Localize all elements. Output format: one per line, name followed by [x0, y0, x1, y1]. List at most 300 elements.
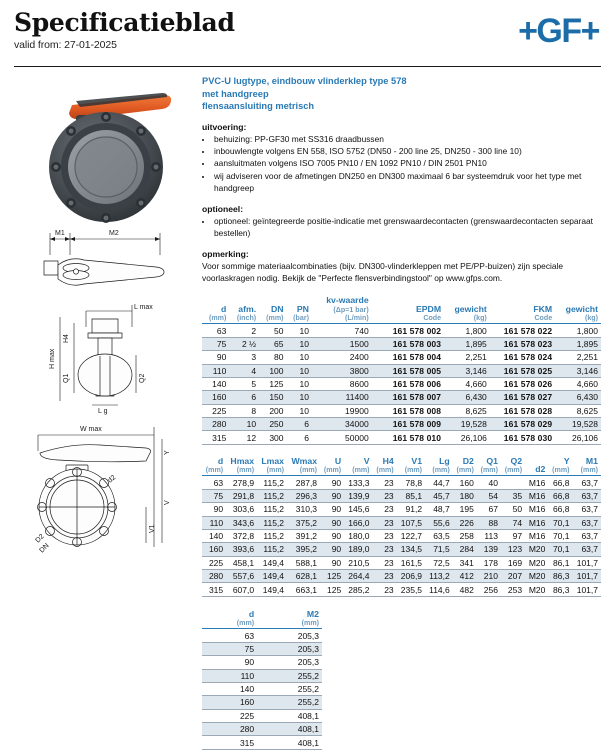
cell-d2: M20 [525, 556, 548, 569]
table-row [202, 431, 601, 444]
table-header-row [202, 295, 601, 323]
column-header-d: d (mm) [202, 609, 257, 629]
cell-q2: 97 [501, 529, 525, 542]
column-unit: (mm) [480, 466, 498, 475]
cell-m1: 101,7 [573, 583, 602, 596]
cell-fkm: 161 578 022 [490, 324, 555, 337]
cell-h4: 23 [373, 489, 397, 502]
cell-y: 70,1 [548, 543, 572, 556]
cell-dn: 125 [259, 377, 286, 390]
cell-gewicht: 4,660 [444, 377, 490, 390]
cell-fkm: 161 578 027 [490, 391, 555, 404]
cell-u: 90 [320, 556, 344, 569]
column-header-lg: Lg (mm) [425, 456, 453, 476]
column-header-v: V (mm) [344, 456, 372, 476]
cell-v1: 134,5 [397, 543, 425, 556]
cell-m1: 101,7 [573, 570, 602, 583]
cell-epdm: 161 578 009 [379, 418, 444, 431]
cell-v: 210,5 [344, 556, 372, 569]
column-header-m1: M1 (mm) [573, 456, 602, 476]
cell-h4: 23 [373, 516, 397, 529]
table-row [202, 364, 601, 377]
cell-hmax: 393,6 [226, 543, 257, 556]
cell-wmax: 375,2 [287, 516, 320, 529]
dim-label-m2: M2 [109, 230, 119, 237]
cell-epdm: 161 578 010 [379, 431, 444, 444]
cell-d: 63 [202, 629, 257, 642]
cell-gewicht: 26,106 [555, 431, 601, 444]
cell-afm-: 4 [229, 364, 259, 377]
cell-gewicht: 19,528 [555, 418, 601, 431]
column-header-hmax: Hmax (mm) [226, 456, 257, 476]
cell-q1: 67 [477, 503, 501, 516]
cell-m1: 63,7 [573, 489, 602, 502]
illustrations-column [14, 75, 196, 750]
cell-wmax: 310,3 [287, 503, 320, 516]
cell-lg: 48,7 [425, 503, 453, 516]
cell-dn: 100 [259, 364, 286, 377]
cell-m2: 205,3 [257, 629, 322, 642]
cell-wmax: 663,1 [287, 583, 320, 596]
cell-y: 70,1 [548, 529, 572, 542]
optioneel-heading: optioneel: [202, 203, 244, 214]
cell-m2: 205,3 [257, 642, 322, 655]
cell-afm-: 8 [229, 404, 259, 417]
cell-m1: 63,7 [573, 529, 602, 542]
cell-u: 90 [320, 489, 344, 502]
cell-hmax: 291,8 [226, 489, 257, 502]
cell-wmax: 588,1 [287, 556, 320, 569]
table-header-row [202, 609, 322, 629]
cell-wmax: 287,8 [287, 476, 320, 489]
cell-h4: 23 [373, 503, 397, 516]
cell-gewicht: 8,625 [444, 404, 490, 417]
table-row [202, 723, 322, 736]
column-header-m2: M2 (mm) [257, 609, 322, 629]
list-item: • aansluitmaten volgens ISO 7005 PN10 / EN 1092 PN10 / DIN 2501 PN10 [213, 158, 601, 170]
cell-d: 110 [202, 364, 229, 377]
cell-d: 225 [202, 556, 226, 569]
cell-h4: 23 [373, 543, 397, 556]
cell-gewicht: 8,625 [555, 404, 601, 417]
column-unit: (mm) [404, 466, 423, 475]
cell-y: 70,1 [548, 516, 572, 529]
cell-d: 90 [202, 656, 257, 669]
table-header-row [202, 456, 601, 476]
column-unit: (mm) [266, 314, 284, 323]
cell-q2: 74 [501, 516, 525, 529]
cell-wmax: 391,2 [287, 529, 320, 542]
cell-dn: 80 [259, 351, 286, 364]
cell-lmax: 149,4 [257, 583, 287, 596]
cell-d: 90 [202, 503, 226, 516]
column-header-d: d (mm) [202, 456, 226, 476]
column-unit: (mm) [552, 466, 570, 475]
cell-y: 66,8 [548, 503, 572, 516]
cell-gewicht: 6,430 [555, 391, 601, 404]
cell-hmax: 303,6 [226, 503, 257, 516]
table-row [202, 503, 601, 516]
opmerking-heading: opmerking: [202, 248, 249, 259]
cell-fkm: 161 578 025 [490, 364, 555, 377]
cell-wmax: 395,2 [287, 543, 320, 556]
table-row [202, 570, 601, 583]
table-body [202, 476, 601, 596]
cell-d: 110 [202, 516, 226, 529]
cell-gewicht: 2,251 [555, 351, 601, 364]
cell-fkm: 161 578 023 [490, 337, 555, 350]
cell-hmax: 607,0 [226, 583, 257, 596]
column-header-v1: V1 (mm) [397, 456, 425, 476]
cell-y: 66,8 [548, 476, 572, 489]
column-unit-secondary: (L/min) [345, 314, 369, 323]
table-row [202, 736, 322, 749]
cell-gewicht: 1,895 [444, 337, 490, 350]
cell-m2: 408,1 [257, 709, 322, 722]
cell-v1: 122,7 [397, 529, 425, 542]
cell-d2: M20 [525, 583, 548, 596]
dim-label-q2: Q2 [139, 373, 146, 383]
cell-gewicht: 1,800 [444, 324, 490, 337]
table-row [202, 391, 601, 404]
dim-label-m1: M1 [55, 230, 65, 237]
dim-label-h4: H4 [63, 334, 70, 343]
cell-dn: 150 [259, 391, 286, 404]
product-title [202, 75, 601, 113]
cell-v: 264,4 [344, 570, 372, 583]
cell-d: 315 [202, 736, 257, 749]
cell-d2: M16 [525, 529, 548, 542]
table-row [202, 696, 322, 709]
column-header-lmax: Lmax (mm) [257, 456, 287, 476]
cell-u: 90 [320, 503, 344, 516]
cell-v: 166,0 [344, 516, 372, 529]
uitvoering-heading: uitvoering: [202, 121, 247, 132]
cell-d2: M16 [525, 489, 548, 502]
cell-d: 160 [202, 391, 229, 404]
cell-d2: M20 [525, 543, 548, 556]
cell-d: 225 [202, 404, 229, 417]
cell-fkm: 161 578 030 [490, 431, 555, 444]
dim-label-y: Y [164, 450, 171, 455]
cell-gewicht: 26,106 [444, 431, 490, 444]
column-header-gewicht: gewicht (kg) [444, 295, 490, 323]
cell-afm-: 2 ½ [229, 337, 259, 350]
column-unit: (mm) [301, 619, 319, 628]
cell-q1: 210 [477, 570, 501, 583]
cell-v1: 235,5 [397, 583, 425, 596]
cell-d2: M16 [525, 516, 548, 529]
cell-q2: 123 [501, 543, 525, 556]
cell-afm-: 2 [229, 324, 259, 337]
cell-v: 285,2 [344, 583, 372, 596]
cell-epdm: 161 578 005 [379, 364, 444, 377]
cell-d: 110 [202, 669, 257, 682]
cell-m1: 101,7 [573, 556, 602, 569]
table-row [202, 418, 601, 431]
cell-dn: 250 [259, 418, 286, 431]
column-header-y: Y (mm) [548, 456, 572, 476]
cell-q1: 139 [477, 543, 501, 556]
uitvoering-list [202, 134, 601, 195]
cell-d: 225 [202, 709, 257, 722]
column-unit: (kg) [473, 314, 487, 323]
cell-d2: M16 [525, 503, 548, 516]
cell-u: 90 [320, 516, 344, 529]
column-unit: (inch) [236, 314, 257, 323]
column-unit: (kg) [584, 314, 598, 323]
dim-label-wmax: W max [80, 426, 102, 433]
dim-label-hmax: H max [49, 348, 56, 369]
table-row [202, 529, 601, 542]
cell-d: 160 [202, 543, 226, 556]
cell-y: 86,1 [548, 556, 572, 569]
column-unit: (mm) [323, 466, 342, 475]
cell-kv-waarde: 2400 [312, 351, 379, 364]
cell-d2: 160 [453, 476, 477, 489]
cell-hmax: 278,9 [226, 476, 257, 489]
table-row [202, 351, 601, 364]
cell-epdm: 161 578 007 [379, 391, 444, 404]
dim-label-lmax: L max [134, 304, 153, 311]
column-header-u: U (mm) [320, 456, 344, 476]
column-unit: (mm) [432, 466, 450, 475]
cell-fkm: 161 578 026 [490, 377, 555, 390]
cell-pn: 10 [287, 404, 312, 417]
cell-fkm: 161 578 024 [490, 351, 555, 364]
cell-q2: 50 [501, 503, 525, 516]
dim-label-lg: L g [98, 408, 108, 415]
cell-m1: 63,7 [573, 516, 602, 529]
cell-kv-waarde: 34000 [312, 418, 379, 431]
cell-v1: 107,5 [397, 516, 425, 529]
cell-lg: 55,6 [425, 516, 453, 529]
column-unit: (mm) [236, 466, 255, 475]
column-unit: (mm) [266, 466, 285, 475]
table-row [202, 516, 601, 529]
cell-gewicht: 4,660 [555, 377, 601, 390]
cell-pn: 10 [287, 377, 312, 390]
cell-hmax: 343,6 [226, 516, 257, 529]
cell-m2: 205,3 [257, 656, 322, 669]
dim-label-v1: V1 [149, 524, 156, 533]
cell-pn: 10 [287, 337, 312, 350]
drawing-front-view [14, 417, 196, 567]
cell-d2: 226 [453, 516, 477, 529]
table-row [202, 543, 601, 556]
column-header-epdm: EPDM Code [379, 295, 444, 323]
cell-d2: 180 [453, 489, 477, 502]
dim-label-q1: Q1 [63, 373, 70, 383]
cell-lmax: 149,4 [257, 556, 287, 569]
cell-lg: 72,5 [425, 556, 453, 569]
column-header-d: d (mm) [202, 295, 229, 323]
cell-kv-waarde: 11400 [312, 391, 379, 404]
column-header-pn: PN (bar) [287, 295, 312, 323]
optioneel-list [202, 216, 601, 240]
dim-label-v: V [164, 500, 171, 505]
dim-label-dn: DN [38, 542, 51, 555]
cell-v1: 85,1 [397, 489, 425, 502]
cell-kv-waarde: 50000 [312, 431, 379, 444]
cell-dn: 200 [259, 404, 286, 417]
list-item: • optioneel: geïntegreerde positie-indicatie met grenswaardecontacten (grenswaardecontacten separaat bestellen) [213, 216, 601, 240]
cell-gewicht: 19,528 [444, 418, 490, 431]
column-unit: (mm) [580, 466, 598, 475]
cell-lmax: 115,2 [257, 529, 287, 542]
table-row [202, 324, 601, 337]
column-unit: Code [423, 314, 442, 323]
column-unit: (mm) [352, 466, 370, 475]
cell-d: 315 [202, 583, 226, 596]
cell-d: 140 [202, 682, 257, 695]
content-body [14, 75, 601, 750]
cell-lmax: 115,2 [257, 543, 287, 556]
cell-q1: 113 [477, 529, 501, 542]
column-unit: (mm) [376, 466, 394, 475]
cell-d: 75 [202, 489, 226, 502]
table-article-codes [202, 295, 601, 444]
cell-q2 [501, 476, 525, 489]
table-row [202, 656, 322, 669]
cell-m2: 255,2 [257, 696, 322, 709]
column-unit: (Δp=1 bar) [333, 305, 369, 314]
list-item: • inbouwlengte volgens EN 558, ISO 5752 (DN50 - 200 line 25, DN250 - 300 line 10) [213, 146, 601, 158]
cell-pn: 10 [287, 391, 312, 404]
cell-lmax: 115,2 [257, 476, 287, 489]
table-m2-dimensions [202, 609, 322, 750]
page-header [14, 0, 601, 62]
cell-afm-: 12 [229, 431, 259, 444]
cell-d2: M16 [525, 476, 548, 489]
cell-m1: 63,7 [573, 543, 602, 556]
column-unit: Code [534, 314, 553, 323]
cell-lg: 44,7 [425, 476, 453, 489]
gf-logo: +GF+ [518, 12, 599, 50]
cell-lg: 113,2 [425, 570, 453, 583]
table-row [202, 556, 601, 569]
cell-epdm: 161 578 004 [379, 351, 444, 364]
cell-d: 75 [202, 337, 229, 350]
cell-hmax: 557,6 [226, 570, 257, 583]
cell-d2: 412 [453, 570, 477, 583]
table-dimensions [202, 456, 601, 597]
cell-q2: 169 [501, 556, 525, 569]
table-row [202, 337, 601, 350]
dim-label-d2: d2 [106, 474, 118, 485]
cell-m2: 255,2 [257, 682, 322, 695]
opmerking-text: Voor sommige materiaalcombinaties (bijv. DN300-vlinderkleppen met PE/PP-buizen) zijn speciale voorlaskragen nodig. Bekijk de "Perfecte flensverbindingstool" op www.gfps.com. [202, 260, 564, 283]
cell-h4: 23 [373, 570, 397, 583]
cell-hmax: 372,8 [226, 529, 257, 542]
cell-q1: 40 [477, 476, 501, 489]
cell-v1: 91,2 [397, 503, 425, 516]
cell-d: 280 [202, 418, 229, 431]
cell-pn: 10 [287, 324, 312, 337]
table-row [202, 404, 601, 417]
column-header-fkm: FKM Code [490, 295, 555, 323]
dim-label-D2: D2 [34, 533, 46, 545]
column-header-wmax: Wmax (mm) [287, 456, 320, 476]
valve-photo [14, 75, 196, 225]
cell-dn: 65 [259, 337, 286, 350]
cell-h4: 23 [373, 583, 397, 596]
cell-m1: 63,7 [573, 503, 602, 516]
cell-kv-waarde: 1500 [312, 337, 379, 350]
cell-q2: 253 [501, 583, 525, 596]
valid-from-text: valid from: 27-01-2025 [14, 39, 117, 52]
cell-m2: 255,2 [257, 669, 322, 682]
cell-q1: 178 [477, 556, 501, 569]
table-row [202, 682, 322, 695]
cell-hmax: 458,1 [226, 556, 257, 569]
cell-afm-: 10 [229, 418, 259, 431]
cell-lmax: 149,4 [257, 570, 287, 583]
table-row [202, 669, 322, 682]
cell-h4: 23 [373, 476, 397, 489]
cell-afm-: 5 [229, 377, 259, 390]
cell-lg: 63,5 [425, 529, 453, 542]
cell-u: 90 [320, 476, 344, 489]
header-divider [14, 66, 601, 67]
cell-afm-: 6 [229, 391, 259, 404]
cell-d: 75 [202, 642, 257, 655]
cell-pn: 6 [287, 431, 312, 444]
table-row [202, 629, 322, 642]
column-unit: (mm) [209, 314, 227, 323]
product-title-line2: met handgreep [202, 88, 269, 99]
cell-d: 63 [202, 476, 226, 489]
cell-d: 90 [202, 351, 229, 364]
cell-gewicht: 1,800 [555, 324, 601, 337]
cell-v1: 78,8 [397, 476, 425, 489]
table-body [202, 629, 322, 749]
cell-v: 145,6 [344, 503, 372, 516]
cell-q1: 54 [477, 489, 501, 502]
product-title-line3: flensaansluiting metrisch [202, 101, 315, 112]
drawing-top-view [14, 225, 196, 297]
cell-gewicht: 3,146 [555, 364, 601, 377]
cell-m1: 63,7 [573, 476, 602, 489]
cell-epdm: 161 578 008 [379, 404, 444, 417]
page-title: Specificatieblad [14, 8, 235, 37]
cell-q2: 35 [501, 489, 525, 502]
cell-epdm: 161 578 002 [379, 324, 444, 337]
cell-v1: 161,5 [397, 556, 425, 569]
cell-u: 90 [320, 529, 344, 542]
cell-epdm: 161 578 003 [379, 337, 444, 350]
cell-y: 86,3 [548, 570, 572, 583]
cell-lmax: 115,2 [257, 489, 287, 502]
cell-lg: 45,7 [425, 489, 453, 502]
cell-gewicht: 1,895 [555, 337, 601, 350]
cell-d: 280 [202, 570, 226, 583]
table-row [202, 583, 601, 596]
cell-wmax: 296,3 [287, 489, 320, 502]
cell-kv-waarde: 3800 [312, 364, 379, 377]
table-row [202, 489, 601, 502]
cell-h4: 23 [373, 529, 397, 542]
column-unit: (mm) [504, 466, 523, 475]
cell-d2: 258 [453, 529, 477, 542]
table-row [202, 377, 601, 390]
table-row [202, 476, 601, 489]
cell-pn: 10 [287, 351, 312, 364]
column-header-h4: H4 (mm) [373, 456, 397, 476]
cell-d: 280 [202, 723, 257, 736]
table-body [202, 324, 601, 444]
cell-m2: 408,1 [257, 736, 322, 749]
